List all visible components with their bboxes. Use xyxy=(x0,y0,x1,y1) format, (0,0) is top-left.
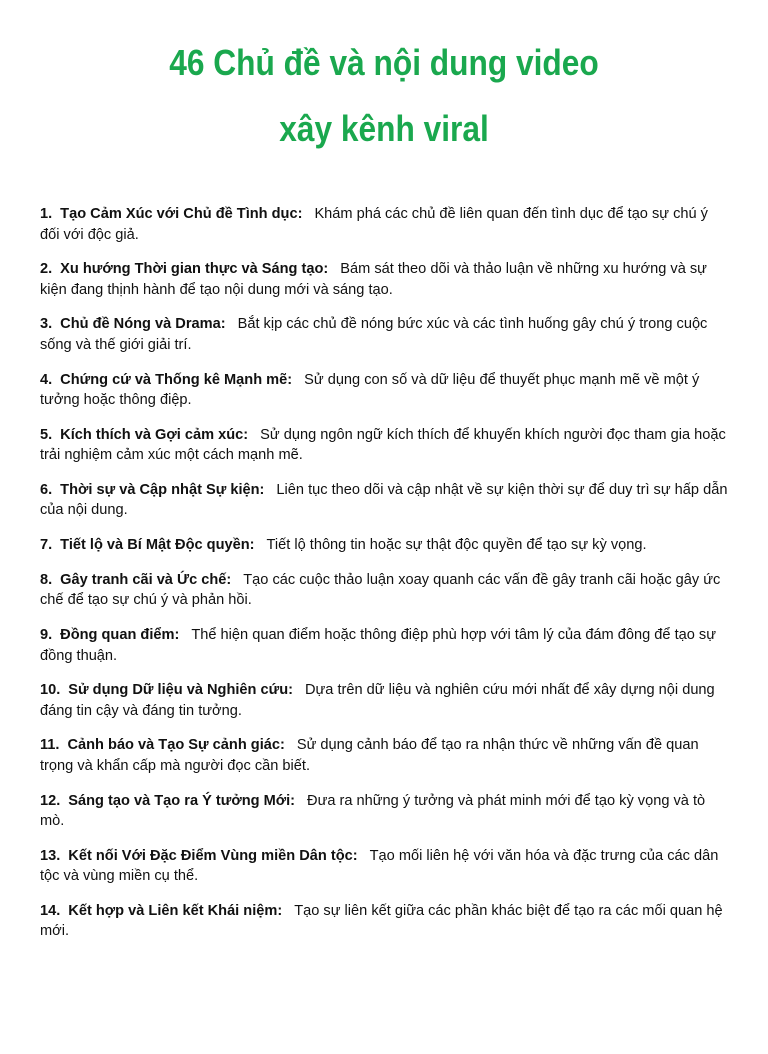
item-heading: Kết nối Với Đặc Điểm Vùng miền Dân tộc: xyxy=(68,847,358,864)
list-item xyxy=(40,625,728,666)
item-heading: Đồng quan điểm: xyxy=(60,627,180,643)
item-number: 11. xyxy=(40,737,60,754)
list-item xyxy=(40,425,728,466)
list-item xyxy=(40,680,728,721)
list-item xyxy=(40,901,728,942)
item-description: Liên tục theo dõi và cập nhật về sự kiện thời sự để duy trì sự hấp dẫn của nội dung. xyxy=(40,481,728,519)
item-description: Khám phá các chủ đề liên quan đến tình dục để tạo sự chú ý đối với độc giả. xyxy=(40,206,708,243)
list-item xyxy=(40,735,728,776)
list-item xyxy=(40,259,728,300)
list-item xyxy=(40,791,728,832)
item-number: 12. xyxy=(40,792,61,809)
list-item xyxy=(40,570,728,611)
list-item xyxy=(40,480,728,521)
item-description: Bám sát theo dõi và thảo luận về những xu hướng và sự kiện đang thịnh hành để tạo nội dung mới và sáng tạo. xyxy=(40,261,707,298)
item-description: Tiết lộ thông tin hoặc sự thật độc quyền để tạo sự kỳ vọng. xyxy=(266,537,647,554)
item-description: Bắt kịp các chủ đề nóng bức xúc và các tình huống gây chú ý trong cuộc sống và thế giới giải trí. xyxy=(40,316,708,353)
item-heading: Thời sự và Cập nhật Sự kiện: xyxy=(60,481,265,498)
item-description: Thể hiện quan điểm hoặc thông điệp phù hợp với tâm lý của đám đông để tạo sự đồng thuận. xyxy=(40,627,716,664)
item-number: 4. xyxy=(40,371,53,388)
item-heading: Kích thích và Gợi cảm xúc: xyxy=(60,426,249,443)
item-heading: Chủ đề Nóng và Drama: xyxy=(60,316,226,333)
item-heading: Tiết lộ và Bí Mật Độc quyền: xyxy=(60,537,255,554)
item-description: Sử dụng con số và dữ liệu để thuyết phục mạnh mẽ về một ý tưởng hoặc thông điệp. xyxy=(40,371,700,409)
item-number: 10. xyxy=(40,682,61,699)
item-heading: Sử dụng Dữ liệu và Nghiên cứu: xyxy=(68,682,293,699)
item-number: 3. xyxy=(40,316,53,333)
item-number: 5. xyxy=(40,426,53,443)
item-heading: Gây tranh cãi và Ức chế: xyxy=(60,571,232,588)
item-heading: Kết hợp và Liên kết Khái niệm: xyxy=(68,902,283,919)
item-heading: Tạo Cảm Xúc với Chủ đề Tình dục: xyxy=(60,206,303,222)
list-item xyxy=(40,370,728,411)
item-heading: Chứng cứ và Thống kê Mạnh mẽ: xyxy=(60,371,293,388)
topic-list xyxy=(40,204,728,942)
item-description: Tạo sự liên kết giữa các phần khác biệt để tạo ra các mối quan hệ mới. xyxy=(40,902,723,940)
item-number: 2. xyxy=(40,261,53,278)
item-description: Dựa trên dữ liệu và nghiên cứu mới nhất để xây dựng nội dung đáng tin cậy và đáng tin tưởng. xyxy=(40,682,715,719)
list-item xyxy=(40,535,728,556)
item-number: 6. xyxy=(40,481,53,498)
item-description: Tạo các cuộc thảo luận xoay quanh các vấn đề gây tranh cãi hoặc gây ức chế để tạo sự chú ý và phản hồi. xyxy=(40,571,721,609)
item-heading: Cảnh báo và Tạo Sự cảnh giác: xyxy=(67,737,285,754)
title-line-1: 46 Chủ đề và nội dung video xyxy=(169,42,599,83)
item-number: 8. xyxy=(40,571,53,588)
item-number: 14. xyxy=(40,902,61,919)
item-heading: Xu hướng Thời gian thực và Sáng tạo: xyxy=(60,261,329,278)
item-number: 1. xyxy=(40,206,53,222)
item-heading: Sáng tạo và Tạo ra Ý tưởng Mới: xyxy=(68,792,296,809)
list-item xyxy=(40,846,728,887)
item-description: Tạo mối liên hệ với văn hóa và đặc trưng của các dân tộc và vùng miền cụ thể. xyxy=(40,847,719,885)
item-number: 13. xyxy=(40,847,61,864)
item-number: 9. xyxy=(40,627,53,643)
list-item xyxy=(40,204,728,245)
item-number: 7. xyxy=(40,537,53,554)
document-page xyxy=(0,30,768,1054)
list-item xyxy=(40,314,728,355)
title-line-2: xây kênh viral xyxy=(279,108,489,149)
document-title xyxy=(81,30,686,162)
item-description: Đưa ra những ý tưởng và phát minh mới để tạo kỳ vọng và tò mò. xyxy=(40,792,706,830)
item-description: Sử dụng cảnh báo để tạo ra nhận thức về những vấn đề quan trọng và khẩn cấp mà người đọc cần biết. xyxy=(40,737,699,774)
item-description: Sử dụng ngôn ngữ kích thích để khuyến khích người đọc tham gia hoặc trải nghiệm cảm xúc một cách mạnh mẽ. xyxy=(40,426,726,464)
